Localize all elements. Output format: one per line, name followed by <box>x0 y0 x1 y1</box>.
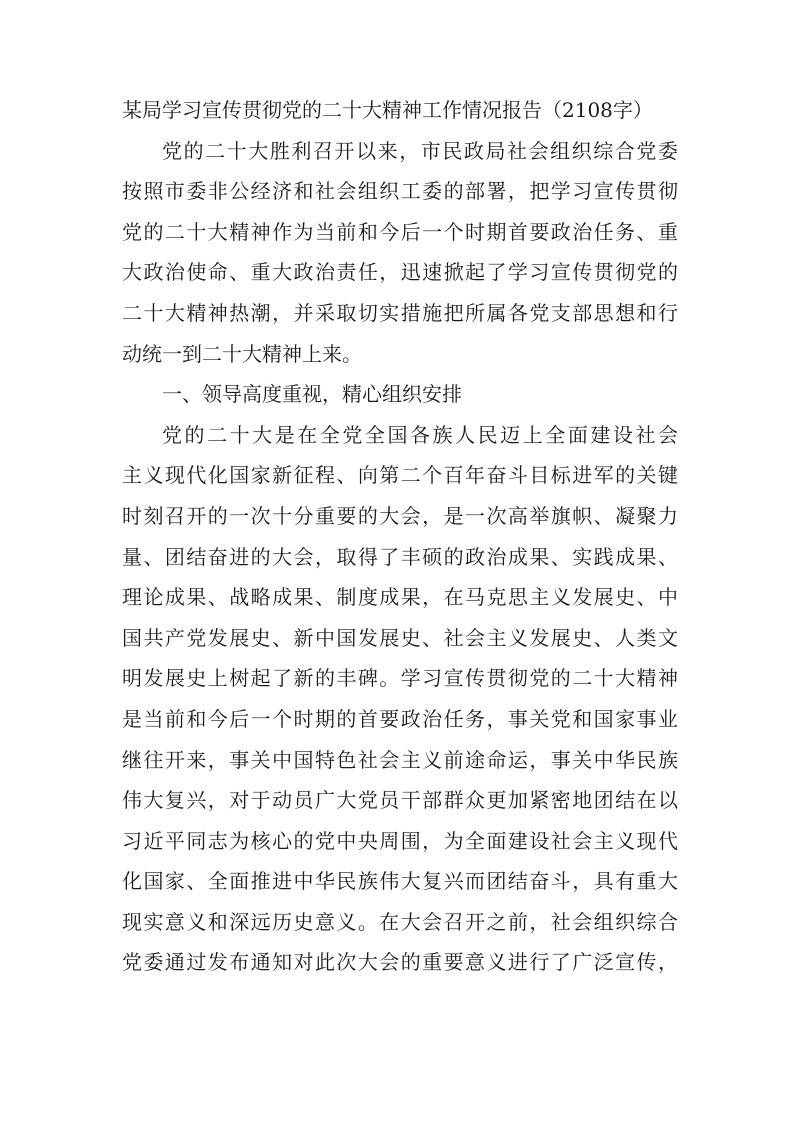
document-body <box>122 90 678 983</box>
text-line: 时刻召开的一次十分重要的大会，是一次高举旗帜、凝聚力 <box>122 503 678 528</box>
text-line: 党的二十大是在全党全国各族人民迈上全面建设社会 <box>162 422 678 447</box>
text-line: 理论成果、战略成果、制度成果，在马克思主义发展史、中 <box>122 585 678 610</box>
text-line: 明发展史上树起了新的丰碑。学习宣传贯彻党的二十大精神 <box>122 666 678 691</box>
text-line: 量、团结奋进的大会，取得了丰硕的政治成果、实践成果、 <box>122 544 678 569</box>
document-title: 某局学习宣传贯彻党的二十大精神工作情况报告（2108字） <box>122 98 653 122</box>
text-line: 是当前和今后一个时期的首要政治任务，事关党和国家事业 <box>122 706 678 731</box>
paragraph-section-1 <box>122 415 678 983</box>
heading-line: 一、领导高度重视，精心组织安排 <box>162 382 462 407</box>
text-line: 习近平同志为核心的党中央周围，为全面建设社会主义现代 <box>122 828 678 853</box>
text-line: 主义现代化国家新征程、向第二个百年奋斗目标进军的关键 <box>122 463 678 488</box>
text-line: 二十大精神热潮，并采取切实措施把所属各党支部思想和行 <box>122 300 678 325</box>
text-line: 党的二十大胜利召开以来，市民政局社会组织综合党委 <box>162 138 678 163</box>
text-line: 伟大复兴，对于动员广大党员干部群众更加紧密地团结在以 <box>122 788 678 813</box>
text-line: 现实意义和深远历史意义。在大会召开之前，社会组织综合 <box>122 909 678 934</box>
text-line: 国共产党发展史、新中国发展史、社会主义发展史、人类文 <box>122 625 678 650</box>
text-line: 党委通过发布通知对此次大会的重要意义进行了广泛宣传， <box>122 950 678 975</box>
text-line: 动统一到二十大精神上来。 <box>122 341 362 366</box>
section-heading <box>122 374 678 415</box>
text-line: 大政治使命、重大政治责任，迅速掀起了学习宣传贯彻党的 <box>122 260 678 285</box>
text-line: 化国家、全面推进中华民族伟大复兴而团结奋斗，具有重大 <box>122 869 678 894</box>
text-line: 按照市委非公经济和社会组织工委的部署，把学习宣传贯彻 <box>122 179 678 204</box>
text-line: 党的二十大精神作为当前和今后一个时期首要政治任务、重 <box>122 219 678 244</box>
text-line: 继往开来，事关中国特色社会主义前途命运，事关中华民族 <box>122 747 678 772</box>
paragraph-intro <box>122 131 678 375</box>
